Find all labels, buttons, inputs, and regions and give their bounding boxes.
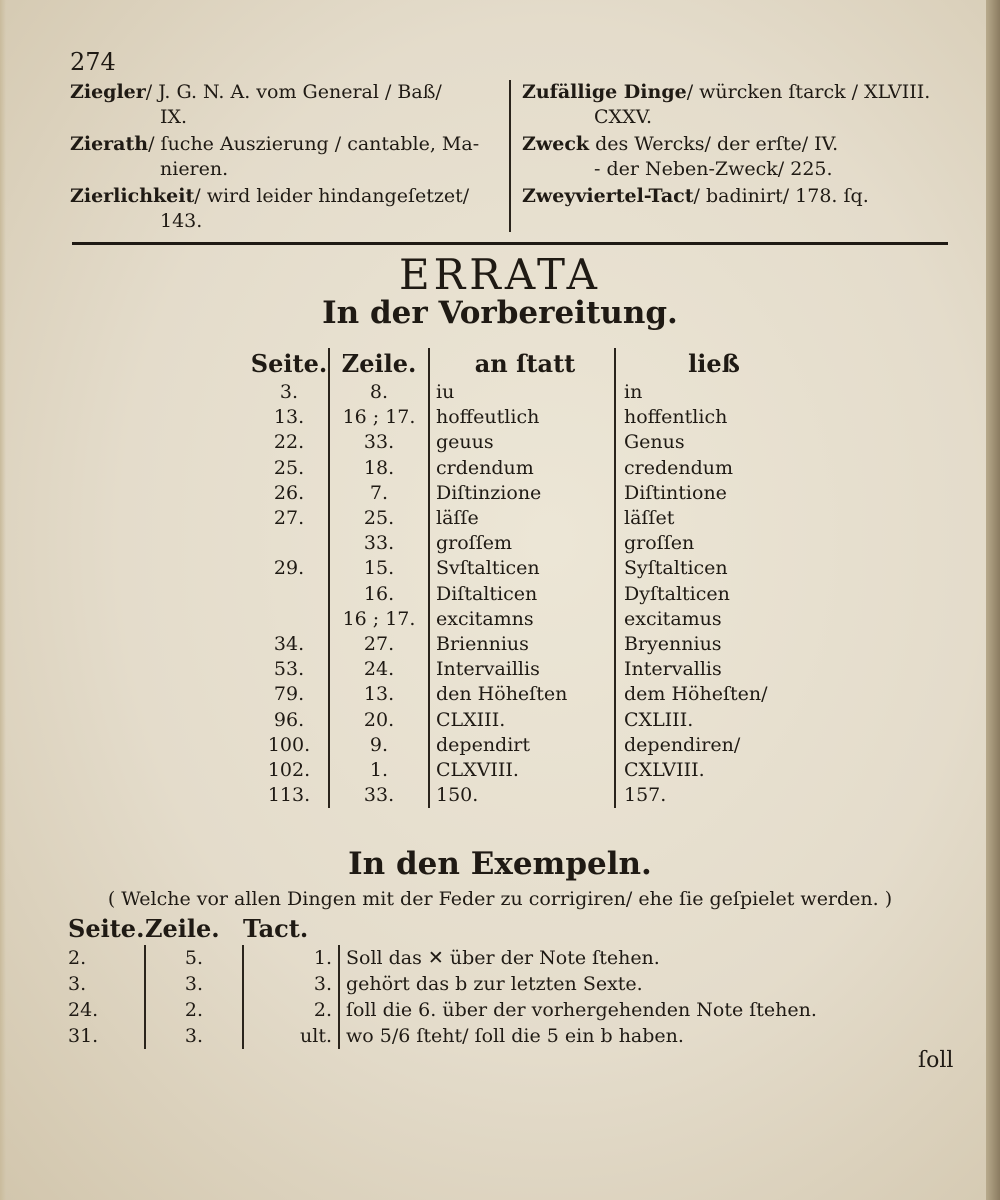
index-column-divider: [509, 80, 511, 232]
cell-zeile: 33.: [329, 783, 429, 808]
index-entry-text: / ſuche Auszierung / cantable, Ma-: [148, 133, 480, 155]
cell-zeile: 20.: [329, 708, 429, 733]
table-row: [250, 733, 804, 758]
index-entry-head: Zufällige Dinge: [522, 81, 687, 103]
cell-zeile: 33.: [329, 430, 429, 455]
index-entry-head: Zweck: [522, 133, 590, 155]
column-header-an-statt: an ſtatt: [429, 348, 615, 380]
index-entry-head: Zierath: [70, 133, 149, 155]
cell-zeile: 27.: [329, 632, 429, 657]
cell-seite: 102.: [250, 758, 329, 783]
cell-an-statt: CLXVIII.: [429, 758, 615, 783]
index-column-right: [522, 80, 958, 211]
table-row: [250, 430, 804, 455]
cell-zeile: 13.: [329, 682, 429, 707]
index-entry-cont: - der Neben-Zweck/ 225.: [594, 158, 833, 180]
cell-zeile: 16 ; 17.: [329, 405, 429, 430]
cell-an-statt: Diſtalticen: [429, 582, 615, 607]
cell-an-statt: groſſem: [429, 531, 615, 556]
table-row: [68, 1023, 866, 1049]
table-row: [250, 556, 804, 581]
cell-seite: 34.: [250, 632, 329, 657]
cell-correction: gehört das b zur letzten Sexte.: [339, 971, 866, 997]
cell-zeile: 9.: [329, 733, 429, 758]
index-entry-text: / J. G. N. A. vom General / Baß/: [145, 81, 442, 103]
cell-an-statt: läſſe: [429, 506, 615, 531]
cell-liess: credendum: [624, 456, 734, 479]
table-row: [250, 456, 804, 481]
column-header-liess: ließ: [688, 349, 740, 378]
cell-zeile: 15.: [329, 556, 429, 581]
index-entry-cont: nieren.: [160, 158, 229, 180]
cell-zeile: 25.: [329, 506, 429, 531]
table-row: [250, 708, 804, 733]
examples-header-row: [68, 913, 866, 945]
cell-an-statt: crdendum: [429, 456, 615, 481]
cell-an-statt: den Höheſten: [429, 682, 615, 707]
cell-seite: 113.: [250, 783, 329, 808]
cell-an-statt: Briennius: [429, 632, 615, 657]
cell-zeile: 33.: [329, 531, 429, 556]
index-column-left: [70, 80, 506, 236]
cell-seite: 13.: [250, 405, 329, 430]
cell-zeile: 24.: [329, 657, 429, 682]
index-entry-cont: IX.: [160, 106, 188, 128]
cell-seite: 31.: [68, 1025, 99, 1047]
table-row: [250, 607, 804, 632]
cell-an-statt: hoffeutlich: [429, 405, 615, 430]
cell-seite: 26.: [250, 481, 329, 506]
cell-zeile: 1.: [329, 758, 429, 783]
cell-seite: 3.: [68, 973, 87, 995]
column-header-zeile: Zeile.: [329, 348, 429, 380]
cell-seite: [250, 582, 329, 607]
cell-seite: [250, 607, 329, 632]
cell-zeile: 3.: [145, 1023, 243, 1049]
cell-tact: 1.: [243, 945, 339, 971]
cell-an-statt: geuus: [429, 430, 615, 455]
section-heading-exempeln: In den Exempeln.: [348, 846, 652, 882]
index-entry-head: Zierlichkeit: [70, 185, 195, 207]
column-header-correction: [339, 913, 866, 945]
cell-tact: 2.: [243, 997, 339, 1023]
table-row: [250, 481, 804, 506]
table-row: [250, 783, 804, 808]
cell-seite: 96.: [250, 708, 329, 733]
page-edge-right: [986, 0, 1000, 1200]
cell-an-statt: excitamns: [429, 607, 615, 632]
cell-zeile: 18.: [329, 456, 429, 481]
table-row: [250, 632, 804, 657]
cell-an-statt: CLXIII.: [429, 708, 615, 733]
catchword: ſoll: [918, 1048, 954, 1073]
errata-table: [250, 348, 804, 808]
section-heading-vorbereitung: In der Vorbereitung.: [322, 295, 678, 331]
cell-liess: 157.: [624, 784, 667, 807]
page-edge-left: [0, 0, 6, 1200]
cell-liess: CXLIII.: [624, 708, 694, 731]
cell-liess: hoffentlich: [624, 406, 728, 429]
index-entry: [70, 184, 506, 234]
index-entry-cont: 143.: [160, 210, 203, 232]
cell-seite: 2.: [68, 947, 87, 969]
table-row: [250, 531, 804, 556]
errata-header-row: [250, 348, 804, 380]
cell-liess: in: [624, 381, 643, 403]
cell-liess: Intervallis: [624, 658, 722, 681]
index-entry-cont: CXXV.: [594, 106, 653, 128]
cell-seite: 24.: [68, 999, 99, 1021]
cell-zeile: 7.: [329, 481, 429, 506]
table-row: [68, 971, 866, 997]
table-row: [250, 657, 804, 682]
cell-an-statt: iu: [429, 380, 615, 405]
index-entry-text: / wird leider hindangeſetzet/: [194, 185, 470, 207]
cell-correction: ſoll die 6. über der vorhergehenden Note ſtehen.: [339, 997, 866, 1023]
cell-tact: 3.: [243, 971, 339, 997]
index-entry: [522, 80, 958, 130]
cell-an-statt: dependirt: [429, 733, 615, 758]
cell-correction: wo 5/6 ſteht/ ſoll die 5 ein b haben.: [339, 1023, 866, 1049]
index-entry: [70, 80, 506, 130]
examples-rows: [68, 945, 866, 1049]
examples-table: [68, 913, 866, 1049]
cell-liess: CXLVIII.: [624, 759, 705, 782]
table-row: [68, 997, 866, 1023]
cell-zeile: 8.: [329, 380, 429, 405]
cell-liess: dem Höheſten/: [624, 683, 768, 706]
column-header-seite: Seite.: [250, 349, 328, 378]
cell-seite: 25.: [250, 456, 329, 481]
index-entry-head: Zweyviertel-Tact: [522, 185, 694, 207]
index-entry-text: des Wercks/ der erſte/ IV.: [589, 133, 839, 155]
cell-correction: Soll das ✕ über der Note ſtehen.: [339, 945, 866, 971]
cell-tact: ult.: [243, 1023, 339, 1049]
cell-seite: 53.: [250, 657, 329, 682]
errata-title: ERRATA: [399, 250, 601, 299]
cell-zeile: 5.: [145, 945, 243, 971]
cell-liess: Genus: [624, 431, 685, 454]
cell-an-statt: 150.: [429, 783, 615, 808]
column-header-seite: Seite.: [68, 914, 145, 943]
cell-liess: groſſen: [624, 532, 695, 555]
index-entry: [522, 132, 958, 182]
cell-an-statt: Diſtinzione: [429, 481, 615, 506]
cell-an-statt: Svſtalticen: [429, 556, 615, 581]
cell-seite: 29.: [250, 556, 329, 581]
table-row: [250, 380, 804, 405]
index-entry-head: Ziegler: [70, 81, 146, 103]
cell-seite: [250, 531, 329, 556]
cell-seite: 22.: [250, 430, 329, 455]
cell-zeile: 3.: [145, 971, 243, 997]
cell-seite: 100.: [250, 733, 329, 758]
cell-seite: 27.: [250, 506, 329, 531]
cell-zeile: 2.: [145, 997, 243, 1023]
table-row: [68, 945, 866, 971]
column-header-zeile: Zeile.: [145, 914, 220, 943]
page-number: 274: [70, 48, 116, 76]
cell-an-statt: Intervaillis: [429, 657, 615, 682]
horizontal-rule: [72, 242, 948, 245]
table-row: [250, 758, 804, 783]
index-entry: [522, 184, 958, 209]
cell-zeile: 16 ; 17.: [329, 607, 429, 632]
cell-liess: Dyſtalticen: [624, 582, 730, 605]
table-row: [250, 405, 804, 430]
examples-note: ( Welche vor allen Dingen mit der Feder zu corrigiren/ ehe ſie geſpielet werden. ): [107, 888, 893, 910]
cell-seite: 79.: [250, 682, 329, 707]
table-row: [250, 506, 804, 531]
index-entry: [70, 132, 506, 182]
index-entry-text: / würcken ſtarck / XLVIII.: [686, 81, 931, 103]
column-header-tact: Tact.: [243, 914, 309, 943]
cell-liess: dependiren/: [624, 733, 741, 756]
index-entry-text: / badinirt/ 178. ſq.: [693, 185, 869, 207]
cell-seite: 3.: [250, 380, 329, 405]
cell-liess: Bryennius: [624, 633, 722, 656]
cell-liess: Syſtalticen: [624, 557, 728, 580]
cell-liess: excitamus: [624, 607, 722, 630]
cell-liess: Diſtintione: [624, 481, 727, 504]
table-row: [250, 682, 804, 707]
cell-zeile: 16.: [329, 582, 429, 607]
table-row: [250, 582, 804, 607]
errata-rows: [250, 380, 804, 808]
cell-liess: läſſet: [624, 507, 675, 530]
